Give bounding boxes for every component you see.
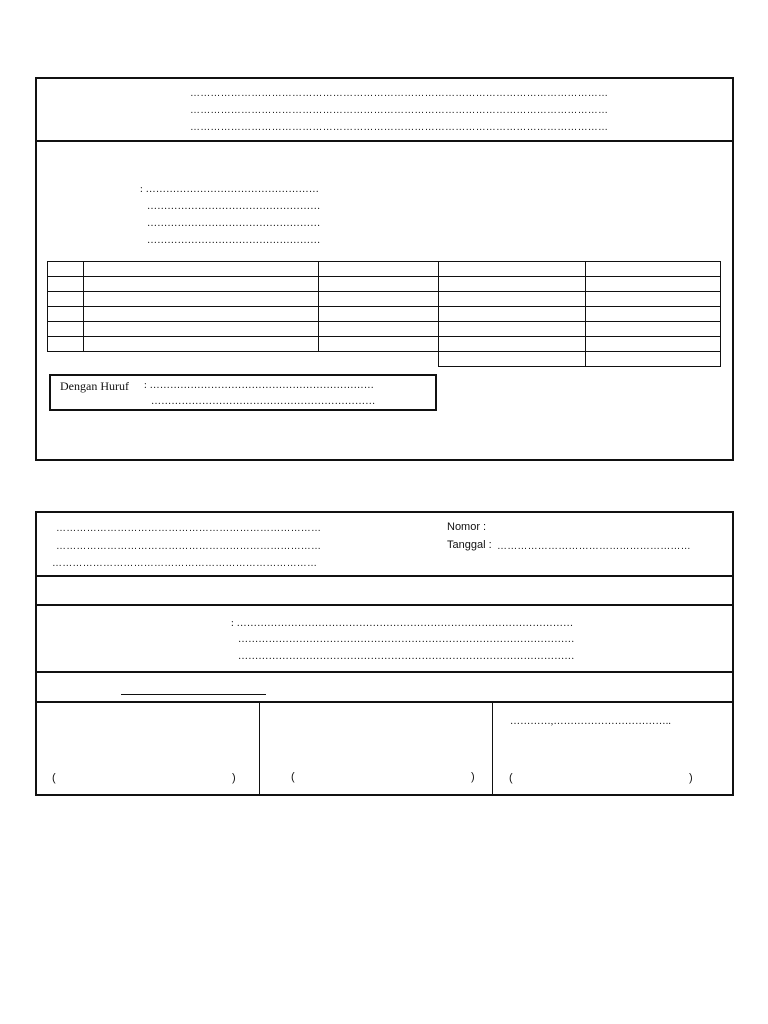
table-cell[interactable] [318,307,439,322]
detail-line-2: ……………………………………………………………………………………… [238,634,575,645]
table-cell[interactable] [439,262,586,277]
table-cell[interactable] [83,322,318,337]
table-row [48,322,721,337]
table-cell[interactable] [48,337,84,352]
table-cell[interactable] [586,307,721,322]
form-1-header-line-1: …………………………………………………………………………………………………………… [190,88,609,99]
table-row [48,262,721,277]
table-total-row [48,352,721,367]
form-2-header-line-3: …………………………………………………………………… [52,558,318,569]
form-2-divider-1 [35,575,734,577]
table-cell[interactable] [318,262,439,277]
table-blank-cell [48,352,439,367]
table-cell[interactable] [586,292,721,307]
signature-3-close: ) [689,772,693,784]
table-cell[interactable] [586,322,721,337]
table-cell[interactable] [439,277,586,292]
table-cell[interactable] [439,337,586,352]
table-cell[interactable] [83,307,318,322]
form-1-header-divider [35,140,734,142]
form-2-header-line-2: …………………………………………………………………… [56,541,322,552]
table-cell[interactable] [586,262,721,277]
underline-field[interactable] [121,694,266,695]
in-words-line-2: ………………………………………………………… [151,396,376,407]
table-cell[interactable] [48,292,84,307]
tanggal-value: ………………………………………………… [497,541,691,552]
signature-divider-2 [492,702,493,796]
table-cell[interactable] [48,307,84,322]
form-1-header-line-2: …………………………………………………………………………………………………………… [190,105,609,116]
signature-divider-1 [259,702,260,796]
items-table [47,261,721,367]
signature-2-open: ( [291,771,295,783]
table-cell[interactable] [83,337,318,352]
table-cell[interactable] [318,292,439,307]
form-2-header-line-1: …………………………………………………………………… [56,523,322,534]
in-words-label: Dengan Huruf [60,379,129,393]
table-row [48,277,721,292]
table-cell[interactable] [83,292,318,307]
address-line-2: …………………………………………… [147,201,321,212]
table-row [48,337,721,352]
detail-line-3: ……………………………………………………………………………………… [238,651,575,662]
table-row [48,307,721,322]
tanggal-label: Tanggal : [447,539,492,551]
signature-1-open: ( [52,772,56,784]
table-cell[interactable] [439,322,586,337]
table-cell[interactable] [318,322,439,337]
address-line-3: …………………………………………… [147,218,321,229]
table-cell[interactable] [439,307,586,322]
form-2-divider-4 [35,701,734,703]
table-cell[interactable] [318,337,439,352]
table-cell[interactable] [586,277,721,292]
total-cell[interactable] [439,352,586,367]
nomor-label: Nomor : [447,521,487,533]
table-cell[interactable] [83,262,318,277]
place-date-line: …………,…………………………….. [510,716,672,727]
address-line-1: : …………………………………………… [140,184,320,195]
signature-1-close: ) [232,772,236,784]
detail-line-1: : ……………………………………………………………………………………… [231,618,574,629]
signature-2-close: ) [471,771,475,783]
form-2-divider-2 [35,604,734,606]
table-row [48,292,721,307]
table-cell[interactable] [48,277,84,292]
table-cell[interactable] [318,277,439,292]
table-cell[interactable] [83,277,318,292]
form-2-divider-3 [35,671,734,673]
in-words-line-1: : ………………………………………………………… [144,380,375,391]
total-cell[interactable] [586,352,721,367]
table-cell[interactable] [48,262,84,277]
address-line-4: …………………………………………… [147,235,321,246]
form-1-header-line-3: …………………………………………………………………………………………………………… [190,122,609,133]
table-cell[interactable] [48,322,84,337]
table-cell[interactable] [586,337,721,352]
signature-3-open: ( [509,772,513,784]
table-cell[interactable] [439,292,586,307]
